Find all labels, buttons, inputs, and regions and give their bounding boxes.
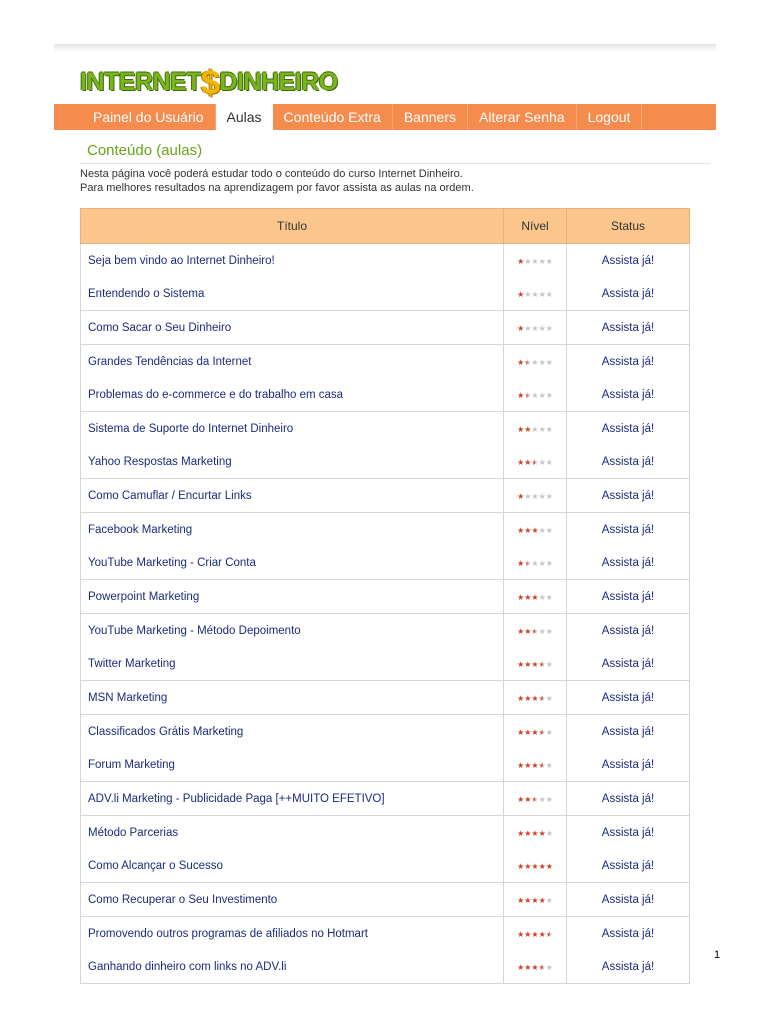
- table-row: [81, 816, 690, 850]
- divider: [80, 163, 710, 164]
- star-icon: ★: [517, 525, 525, 535]
- star-icon: ★: [531, 895, 539, 905]
- star-icon: ★: [524, 962, 532, 972]
- star-icon: ★: [538, 390, 546, 400]
- watch-now-link[interactable]: Assista já!: [567, 647, 690, 681]
- star-icon: ★: [524, 760, 532, 770]
- table-row: [81, 883, 690, 917]
- lesson-level: [504, 849, 567, 883]
- lesson-title: MSN Marketing: [81, 681, 504, 715]
- nav-item-painel-do-usu-rio[interactable]: Painel do Usuário: [82, 104, 216, 130]
- star-icon: ★: [524, 727, 532, 737]
- star-icon: ★: [538, 962, 546, 972]
- star-icon: ★: [524, 592, 532, 602]
- table-row: [81, 513, 690, 547]
- star-icon: ★: [545, 929, 553, 939]
- watch-now-link[interactable]: Assista já!: [567, 277, 690, 311]
- star-icon: ★: [531, 323, 539, 333]
- lesson-title: Como Camuflar / Encurtar Links: [81, 479, 504, 513]
- star-icon: ★: [545, 962, 553, 972]
- lesson-title: ADV.li Marketing - Publicidade Paga [++MUITO EFETIVO]: [81, 782, 504, 816]
- lesson-level: [504, 277, 567, 311]
- lesson-level: [504, 445, 567, 479]
- lesson-level: [504, 311, 567, 345]
- lesson-title: Entendendo o Sistema: [81, 277, 504, 311]
- star-icon: ★: [517, 558, 525, 568]
- star-icon: ★: [531, 659, 539, 669]
- lesson-title: Yahoo Respostas Marketing: [81, 445, 504, 479]
- star-icon: ★: [545, 390, 553, 400]
- star-icon: ★: [517, 929, 525, 939]
- star-icon: ★: [538, 525, 546, 535]
- star-icon: ★: [517, 962, 525, 972]
- table-row: [81, 277, 690, 311]
- watch-now-link[interactable]: Assista já!: [567, 917, 690, 951]
- star-icon: ★: [531, 390, 539, 400]
- star-rating: [517, 526, 553, 535]
- intro-text: [80, 167, 716, 195]
- column-header-status: Status: [567, 209, 690, 244]
- star-icon: ★: [538, 659, 546, 669]
- star-icon: ★: [517, 626, 525, 636]
- star-icon: ★: [545, 424, 553, 434]
- star-icon: ★: [531, 962, 539, 972]
- lesson-title: Problemas do e-commerce e do trabalho em casa: [81, 378, 504, 412]
- star-rating: [517, 458, 553, 467]
- lesson-title: Twitter Marketing: [81, 647, 504, 681]
- watch-now-link[interactable]: Assista já!: [567, 614, 690, 648]
- table-row: [81, 748, 690, 782]
- star-icon: ★: [517, 794, 525, 804]
- watch-now-link[interactable]: Assista já!: [567, 378, 690, 412]
- table-row: [81, 479, 690, 513]
- lesson-level: [504, 378, 567, 412]
- star-icon: ★: [517, 289, 525, 299]
- star-icon: ★: [524, 794, 532, 804]
- star-rating: [517, 930, 553, 939]
- star-icon: ★: [517, 727, 525, 737]
- table-row: [81, 546, 690, 580]
- table-header-row: [81, 209, 690, 244]
- star-icon: ★: [517, 693, 525, 703]
- star-rating: [517, 290, 553, 299]
- star-icon: ★: [538, 929, 546, 939]
- watch-now-link[interactable]: Assista já!: [567, 748, 690, 782]
- table-row: [81, 917, 690, 951]
- star-rating: [517, 559, 553, 568]
- star-rating: [517, 795, 553, 804]
- star-icon: ★: [545, 760, 553, 770]
- page-title: Conteúdo (aulas): [87, 142, 203, 159]
- watch-now-link[interactable]: Assista já!: [567, 715, 690, 749]
- lesson-level: [504, 950, 567, 984]
- star-icon: ★: [524, 861, 532, 871]
- star-rating: [517, 391, 553, 400]
- star-icon: ★: [524, 659, 532, 669]
- table-row: [81, 681, 690, 715]
- page-number: 1: [714, 949, 721, 961]
- watch-now-link[interactable]: Assista já!: [567, 849, 690, 883]
- watch-now-link[interactable]: Assista já!: [567, 513, 690, 547]
- star-icon: ★: [538, 592, 546, 602]
- star-icon: ★: [538, 323, 546, 333]
- star-icon: ★: [517, 457, 525, 467]
- star-rating: [517, 425, 553, 434]
- page: [54, 44, 716, 984]
- star-icon: ★: [531, 558, 539, 568]
- lesson-title: YouTube Marketing - Método Depoimento: [81, 614, 504, 648]
- star-icon: ★: [545, 794, 553, 804]
- star-icon: ★: [517, 861, 525, 871]
- lesson-level: [504, 681, 567, 715]
- star-icon: ★: [531, 760, 539, 770]
- star-icon: ★: [545, 491, 553, 501]
- table-row: [81, 412, 690, 446]
- logo-text: INTERNET$DINHEIRO: [80, 64, 338, 102]
- star-icon: ★: [524, 457, 532, 467]
- main-nav: [54, 104, 716, 130]
- lesson-level: [504, 479, 567, 513]
- star-icon: ★: [524, 895, 532, 905]
- table-row: [81, 311, 690, 345]
- star-icon: ★: [524, 626, 532, 636]
- table-row: [81, 950, 690, 984]
- star-icon: ★: [545, 828, 553, 838]
- lesson-title: Método Parcerias: [81, 816, 504, 850]
- lesson-level: [504, 647, 567, 681]
- watch-now-link[interactable]: Assista já!: [567, 345, 690, 379]
- intro-line-2: Para melhores resultados na aprendizagem por favor assista as aulas na ordem.: [80, 182, 474, 194]
- star-icon: ★: [517, 323, 525, 333]
- table-row: [81, 345, 690, 379]
- table-row: [81, 580, 690, 614]
- star-icon: ★: [524, 929, 532, 939]
- star-icon: ★: [517, 390, 525, 400]
- star-icon: ★: [531, 727, 539, 737]
- star-rating: [517, 492, 553, 501]
- site-logo[interactable]: [54, 52, 716, 102]
- lesson-level: [504, 345, 567, 379]
- star-rating: [517, 627, 553, 636]
- star-icon: ★: [538, 558, 546, 568]
- star-icon: ★: [545, 626, 553, 636]
- lesson-title: Promovendo outros programas de afiliados no Hotmart: [81, 917, 504, 951]
- star-icon: ★: [524, 558, 532, 568]
- lesson-level: [504, 244, 567, 278]
- star-icon: ★: [545, 289, 553, 299]
- star-icon: ★: [538, 727, 546, 737]
- star-rating: [517, 829, 553, 838]
- star-icon: ★: [531, 457, 539, 467]
- star-icon: ★: [531, 256, 539, 266]
- star-icon: ★: [538, 693, 546, 703]
- star-icon: ★: [531, 491, 539, 501]
- table-row: [81, 782, 690, 816]
- star-icon: ★: [545, 457, 553, 467]
- watch-now-link[interactable]: Assista já!: [567, 311, 690, 345]
- star-icon: ★: [545, 693, 553, 703]
- lesson-title: Como Recuperar o Seu Investimento: [81, 883, 504, 917]
- watch-now-link[interactable]: Assista já!: [567, 244, 690, 278]
- star-rating: [517, 593, 553, 602]
- lesson-level: [504, 748, 567, 782]
- watch-now-link[interactable]: Assista já!: [567, 580, 690, 614]
- star-icon: ★: [545, 558, 553, 568]
- star-icon: ★: [524, 693, 532, 703]
- star-icon: ★: [538, 357, 546, 367]
- star-icon: ★: [517, 357, 525, 367]
- star-icon: ★: [538, 256, 546, 266]
- nav-item-aulas[interactable]: Aulas: [216, 104, 273, 130]
- lessons-table: [80, 208, 690, 984]
- lesson-level: [504, 816, 567, 850]
- table-row: [81, 715, 690, 749]
- star-icon: ★: [538, 794, 546, 804]
- lesson-level: [504, 715, 567, 749]
- star-icon: ★: [545, 525, 553, 535]
- star-rating: [517, 963, 553, 972]
- star-icon: ★: [517, 895, 525, 905]
- star-icon: ★: [517, 424, 525, 434]
- star-icon: ★: [538, 895, 546, 905]
- column-header-level: Nível: [504, 209, 567, 244]
- nav-item-conte-do-extra[interactable]: Conteúdo Extra: [273, 104, 393, 130]
- star-icon: ★: [545, 357, 553, 367]
- watch-now-link[interactable]: Assista já!: [567, 950, 690, 984]
- lesson-title: Forum Marketing: [81, 748, 504, 782]
- table-row: [81, 244, 690, 278]
- star-icon: ★: [538, 828, 546, 838]
- table-row: [81, 614, 690, 648]
- star-rating: [517, 761, 553, 770]
- intro-line-1: Nesta página você poderá estudar todo o conteúdo do curso Internet Dinheiro.: [80, 168, 463, 180]
- star-icon: ★: [517, 491, 525, 501]
- table-row: [81, 647, 690, 681]
- star-rating: [517, 358, 553, 367]
- star-icon: ★: [545, 256, 553, 266]
- watch-now-link[interactable]: Assista já!: [567, 681, 690, 715]
- lesson-title: Sistema de Suporte do Internet Dinheiro: [81, 412, 504, 446]
- star-icon: ★: [531, 289, 539, 299]
- lesson-level: [504, 580, 567, 614]
- watch-now-link[interactable]: Assista já!: [567, 479, 690, 513]
- star-icon: ★: [517, 256, 525, 266]
- lesson-title: Seja bem vindo ao Internet Dinheiro!: [81, 244, 504, 278]
- star-icon: ★: [531, 794, 539, 804]
- table-row: [81, 378, 690, 412]
- star-icon: ★: [524, 828, 532, 838]
- lesson-title: Facebook Marketing: [81, 513, 504, 547]
- lesson-level: [504, 546, 567, 580]
- star-icon: ★: [531, 424, 539, 434]
- star-rating: [517, 728, 553, 737]
- star-icon: ★: [538, 861, 546, 871]
- star-rating: [517, 324, 553, 333]
- star-icon: ★: [517, 592, 525, 602]
- watch-now-link[interactable]: Assista já!: [567, 546, 690, 580]
- star-icon: ★: [524, 525, 532, 535]
- star-icon: ★: [524, 357, 532, 367]
- lesson-title: Como Sacar o Seu Dinheiro: [81, 311, 504, 345]
- star-icon: ★: [524, 424, 532, 434]
- lesson-level: [504, 513, 567, 547]
- nav-item-logout[interactable]: Logout: [577, 104, 643, 130]
- nav-item-alterar-senha[interactable]: Alterar Senha: [468, 104, 577, 130]
- watch-now-link[interactable]: Assista já!: [567, 445, 690, 479]
- lesson-title: Powerpoint Marketing: [81, 580, 504, 614]
- star-icon: ★: [531, 828, 539, 838]
- star-icon: ★: [531, 929, 539, 939]
- lesson-title: Como Alcançar o Sucesso: [81, 849, 504, 883]
- top-bar: [54, 44, 716, 52]
- star-icon: ★: [545, 659, 553, 669]
- table-row: [81, 849, 690, 883]
- lesson-level: [504, 782, 567, 816]
- watch-now-link[interactable]: Assista já!: [567, 883, 690, 917]
- star-icon: ★: [531, 693, 539, 703]
- star-icon: ★: [524, 390, 532, 400]
- star-icon: ★: [524, 491, 532, 501]
- star-icon: ★: [545, 861, 553, 871]
- star-icon: ★: [538, 457, 546, 467]
- star-icon: ★: [538, 491, 546, 501]
- star-rating: [517, 896, 553, 905]
- lesson-level: [504, 412, 567, 446]
- star-icon: ★: [531, 592, 539, 602]
- star-icon: ★: [545, 592, 553, 602]
- star-rating: [517, 257, 553, 266]
- table-row: [81, 445, 690, 479]
- star-icon: ★: [531, 626, 539, 636]
- nav-item-banners[interactable]: Banners: [393, 104, 468, 130]
- star-icon: ★: [517, 828, 525, 838]
- star-icon: ★: [524, 323, 532, 333]
- dollar-icon: $: [201, 64, 220, 102]
- star-rating: [517, 660, 553, 669]
- star-rating: [517, 694, 553, 703]
- lesson-title: YouTube Marketing - Criar Conta: [81, 546, 504, 580]
- star-icon: ★: [538, 424, 546, 434]
- star-icon: ★: [531, 861, 539, 871]
- lesson-level: [504, 917, 567, 951]
- star-icon: ★: [545, 323, 553, 333]
- watch-now-link[interactable]: Assista já!: [567, 412, 690, 446]
- star-icon: ★: [545, 895, 553, 905]
- lesson-title: Ganhando dinheiro com links no ADV.li: [81, 950, 504, 984]
- lesson-level: [504, 614, 567, 648]
- star-icon: ★: [517, 760, 525, 770]
- star-rating: [517, 862, 553, 871]
- star-icon: ★: [531, 525, 539, 535]
- watch-now-link[interactable]: Assista já!: [567, 816, 690, 850]
- star-icon: ★: [538, 289, 546, 299]
- lesson-title: Grandes Tendências da Internet: [81, 345, 504, 379]
- column-header-title: Título: [81, 209, 504, 244]
- star-icon: ★: [545, 727, 553, 737]
- star-icon: ★: [524, 289, 532, 299]
- lesson-level: [504, 883, 567, 917]
- star-icon: ★: [538, 760, 546, 770]
- star-icon: ★: [517, 659, 525, 669]
- star-icon: ★: [531, 357, 539, 367]
- watch-now-link[interactable]: Assista já!: [567, 782, 690, 816]
- star-icon: ★: [538, 626, 546, 636]
- star-icon: ★: [524, 256, 532, 266]
- lesson-title: Classificados Grátis Marketing: [81, 715, 504, 749]
